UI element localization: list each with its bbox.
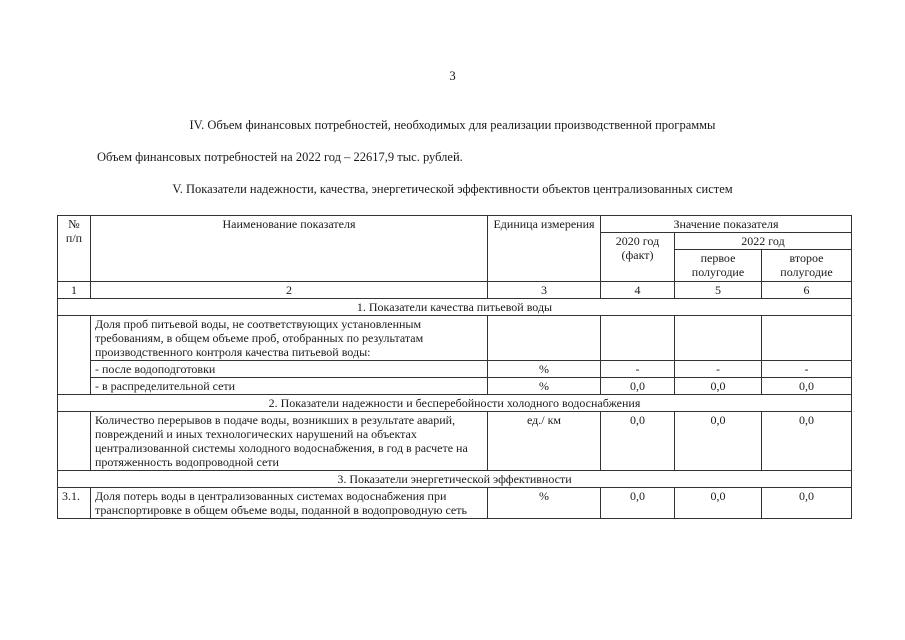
- header-unit: Единица измерения: [488, 216, 601, 282]
- indicators-table: [57, 215, 852, 519]
- indicator-name: - в распределительной сети: [91, 378, 488, 395]
- indicator-name: Доля потерь воды в централизованных системах водоснабжения при транспортировке в общем объеме воды, поданной в водопроводную сеть: [91, 488, 488, 519]
- indicator-unit: %: [488, 378, 601, 395]
- value-2020: 0,0: [601, 488, 675, 519]
- value-first-half: 0,0: [675, 412, 762, 471]
- value-first-half: 0,0: [675, 378, 762, 395]
- indicator-name: - после водоподготовки: [91, 361, 488, 378]
- value-second-half: 0,0: [762, 378, 852, 395]
- header-num: № п/п: [58, 216, 91, 282]
- value-first-half: 0,0: [675, 488, 762, 519]
- section-3-title: 3. Показатели энергетической эффективности: [58, 471, 852, 488]
- value-second-half: 0,0: [762, 412, 852, 471]
- header-2020: 2020 год (факт): [601, 233, 675, 282]
- table-row: [58, 378, 852, 395]
- header-name: Наименование показателя: [91, 216, 488, 282]
- table-row: [58, 488, 852, 519]
- section-iv-title: IV. Объем финансовых потребностей, необходимых для реализации производственной программы: [189, 118, 716, 132]
- page-number: 3: [449, 68, 456, 83]
- indicator-name: Доля проб питьевой воды, не соответствующих установленным требованиям, в общем объеме проб, отобранных по результатам производственного контроля качества питьевой воды:: [91, 316, 488, 361]
- value-2020: 0,0: [601, 378, 675, 395]
- section-2-title: 2. Показатели надежности и бесперебойности холодного водоснабжения: [58, 395, 852, 412]
- column-numbers-row: [58, 282, 852, 299]
- table-row: [58, 316, 852, 361]
- header-2022: 2022 год: [675, 233, 852, 250]
- col-num-2: 2: [91, 282, 488, 299]
- indicator-unit: %: [488, 361, 601, 378]
- section-3-row: [58, 471, 852, 488]
- indicator-unit: ед./ км: [488, 412, 601, 471]
- table-row: [58, 361, 852, 378]
- section-v-title: V. Показатели надежности, качества, энергетической эффективности объектов централизованных систем: [172, 182, 733, 196]
- col-num-1: 1: [58, 282, 91, 299]
- indicator-unit: %: [488, 488, 601, 519]
- indicator-name: Количество перерывов в подаче воды, возникших в результате аварий, повреждений и иных технологических нарушений на объектах централизованной системы холодного водоснабжения, в год в расчете на протяженность водопроводной сети: [91, 412, 488, 471]
- row-number: 3.1.: [58, 488, 91, 519]
- value-second-half: 0,0: [762, 488, 852, 519]
- section-2-row: [58, 395, 852, 412]
- header-second-half: второе полугодие: [762, 250, 852, 282]
- financial-needs-text: Объем финансовых потребностей на 2022 год – 22617,9 тыс. рублей.: [97, 150, 463, 164]
- section-1-row: [58, 299, 852, 316]
- header-value: Значение показателя: [601, 216, 852, 233]
- col-num-6: 6: [762, 282, 852, 299]
- value-first-half: -: [675, 361, 762, 378]
- value-2020: -: [601, 361, 675, 378]
- col-num-5: 5: [675, 282, 762, 299]
- table-row: [58, 412, 852, 471]
- value-2020: 0,0: [601, 412, 675, 471]
- section-1-title: 1. Показатели качества питьевой воды: [58, 299, 852, 316]
- col-num-4: 4: [601, 282, 675, 299]
- col-num-3: 3: [488, 282, 601, 299]
- value-second-half: -: [762, 361, 852, 378]
- header-first-half: первое полугодие: [675, 250, 762, 282]
